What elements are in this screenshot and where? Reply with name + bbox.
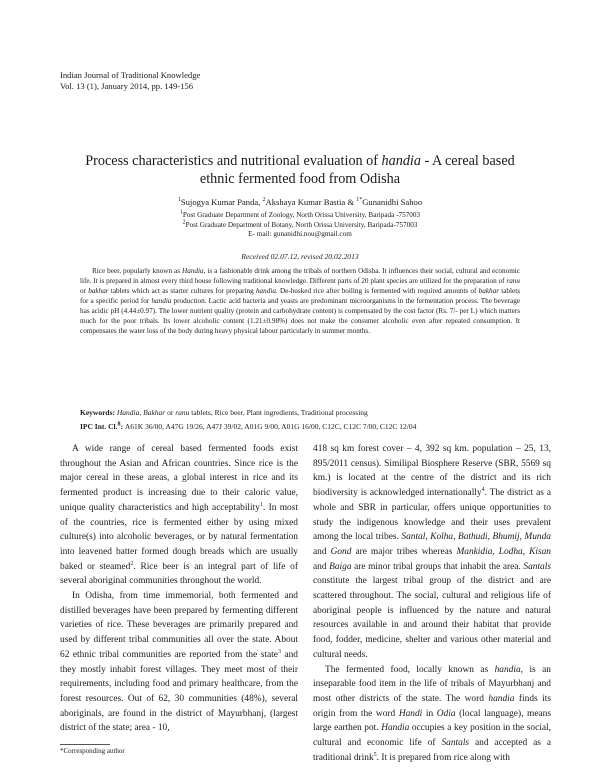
author-list: $^1$Sujogya Kumar Panda, $^2$Akshaya Kumar Bastia & $^{1*}$Gunanidhi Sahoo xyxy=(177,197,423,207)
keywords: Keywords: Handia, Bakhar or ranu tablets, Rice beer, Plant ingredients, Traditional processing xyxy=(80,408,368,417)
paragraph: In Odisha, from time immemorial, both fermented and distilled beverages have been prepared by fermenting different varieties of rice. These beverages are primarily prepared and used by different tribal communities all over the state. About 62 ethnic tribal communities are reported from the state$^3$ and they mostly inhabit forest villages. They meet most of their requirements, including food and primary healthcare, from the forest resources. Out of 62, 30 communities (48%), several aboriginals, are found in the district of Mayurbhanj, (largest district of the state; area - 10, xyxy=(60,591,298,734)
affiliations: $^1$Post Graduate Department of Zoology, North Orissa University, Baripada -757003 $^2$Post Graduate Department of Botany, North Orissa University, Baripada-757003 E- mail: gunanidhi.nou@gmail.com xyxy=(60,211,540,240)
footnote: *Corresponding author xyxy=(60,747,125,755)
journal-name: Indian Journal of Traditional Knowledge xyxy=(60,70,201,80)
journal-header xyxy=(60,70,200,92)
paragraph: A wide range of cereal based fermented foods exist throughout the Asian and African countries. Since rice is the major cereal in these areas, a global interest in rice and its fermented product is increasing due to their caloric value, unique quality characteristics and high acceptability$^1$. In most of the countries, rice is fermented either by using mixed culture(s) into alcoholic beverages, or by natural fermentation into leavened batter formed dough breads which are usually baked or steamed$^2$. Rice beer is an integral part of life of several aboriginal communities throughout the world. xyxy=(60,444,298,587)
body-column-right xyxy=(313,442,551,765)
received-date: Received 02.07.12, revised 20.02.2013 xyxy=(241,252,359,261)
paragraph: 418 sq km forest cover – 4, 392 sq km. population – 25, 13, 895/2011 census). Similipal Biosphere Reserve (SBR, 5569 sq km.) is located at the centre of the district and its rich biodiversity is acknowledged internationally$^4$. The district as a whole and SBR in particular, offers unique opportunities to study the indigenous knowledge and their uses prevalent among the local tribes. Santal, Kolha, Bathudi, Bhumij, Munda and Gond are major tribes whereas Mankidia, Lodha, Kisan and Baiga are minor tribal groups that inhabit the area. Santals constitute the largest tribal group of the district and are scattered throughout. The social, cultural and religious life of aboriginal people is influenced by the nature and natural resources available in and around their habitat that provide food, fodder, medicine, shelter and various other material and cultural needs. xyxy=(313,444,551,660)
paragraph: The fermented food, locally known as handia, is an inseparable food item in the life of tribals of Mayurbhanj and most other districts of the state. The word handia finds its origin from the word Handi in Odia (local language), means large earthen pot. Handia occupies a key position in the social, cultural and economic life of Santals and accepted as a traditional drink$^5$. It is prepared from rice along with xyxy=(313,664,552,763)
email: E- mail: gunanidhi.nou@gmail.com xyxy=(248,230,352,239)
abstract: Rice beer, popularly known as Handia, is a fashionable drink among the tribals of northern Odisha. It influences their social, cultural and economic life. It is prepared in almost every third house following traditional knowledge. Different parts of 20 plant species are utilized for the preparation of ranu or bakhar tablets which act as starter cultures for preparing handia. De-husked rice after boiling is fermented with required amounts of bakhar tablets for a specific period for handia production. Lactic acid bacteria and yeasts are predominant microorganisms in the fermentation process. The beverage has acidic pH (4.44±0.97). The lower nutrient quality (protein and carbohydrate content) is compensated by the cost factor (Rs. 7/- per L) which matters much for the poor tribals. Its lower alcoholic content (1.21±0.98%) does not make the consumer alcoholic even after repeated consumption. It compensates the water loss of the body during heavy physical labour particularly in summer months. xyxy=(80,267,521,335)
journal-issue: Vol. 13 (1), January 2014, pp. 149-156 xyxy=(60,81,194,91)
ipc-classification: IPC Int. Cl.$^8$: A61K 36/00, A47G 19/26, A47J 39/02, A01G 9/00, A01G 16/00, C12C, C12C 7/00, C12C 12/04 xyxy=(80,421,417,431)
paper-title: Process characteristics and nutritional evaluation of handia - A cereal based ethnic fermented food from Odisha xyxy=(85,153,515,187)
body-column-left xyxy=(60,442,298,736)
footnote-divider xyxy=(60,744,110,745)
